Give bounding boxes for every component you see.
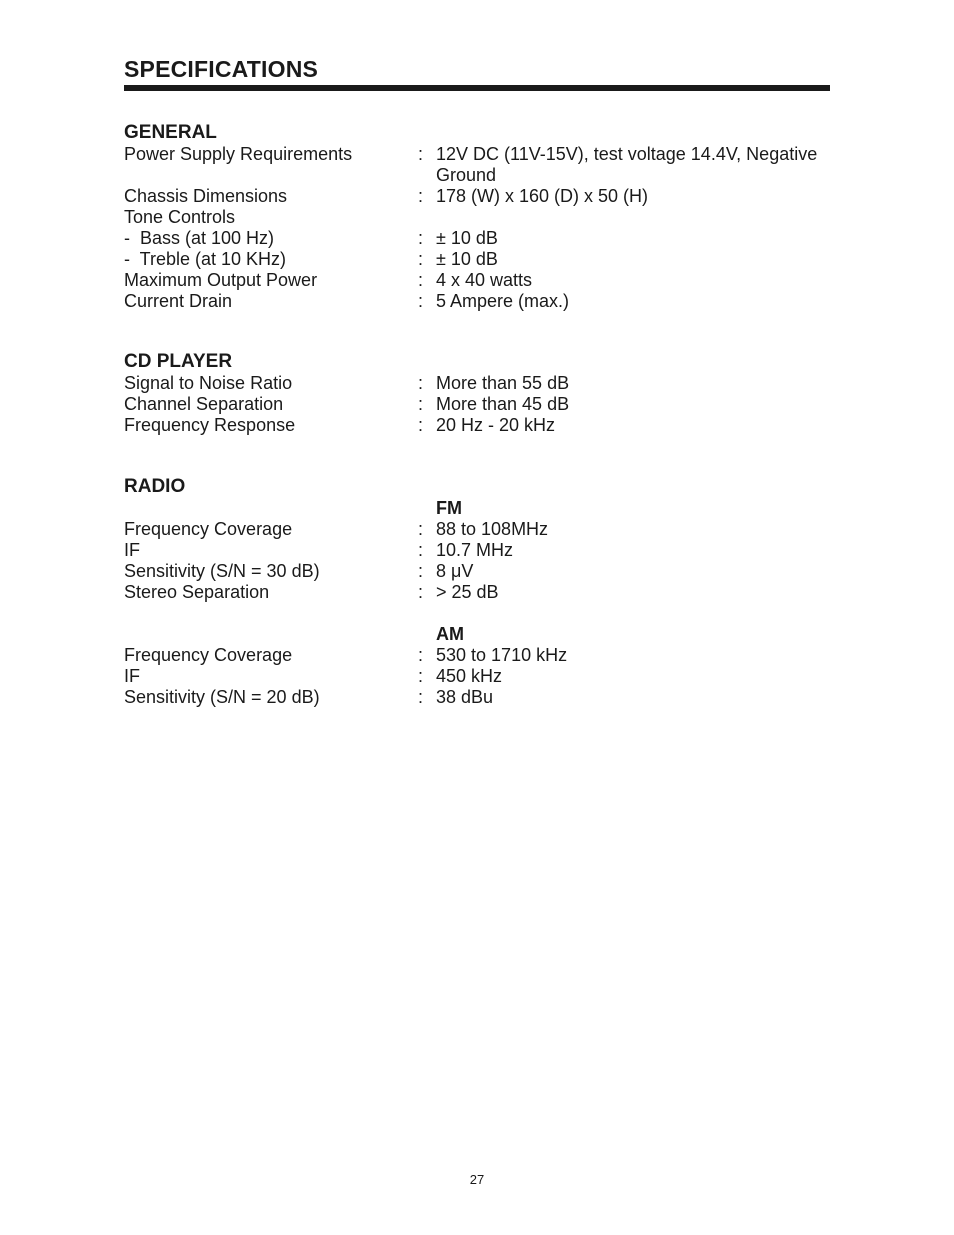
spec-value: 12V DC (11V-15V), test voltage 14.4V, Negative Ground bbox=[436, 144, 818, 185]
cd-player-section bbox=[124, 351, 830, 436]
radio-heading: RADIO bbox=[124, 476, 186, 497]
page-number: 27 bbox=[469, 1172, 485, 1187]
spec-colon: : bbox=[418, 291, 424, 311]
cd-player-heading: CD PLAYER bbox=[124, 351, 233, 372]
spec-row bbox=[124, 415, 830, 436]
fm-heading: FM bbox=[436, 498, 462, 518]
spec-label: Channel Separation bbox=[124, 394, 284, 414]
spec-colon: : bbox=[418, 666, 424, 686]
spec-value: 5 Ampere (max.) bbox=[436, 291, 570, 311]
spec-row bbox=[124, 144, 830, 186]
spec-colon: : bbox=[418, 582, 424, 602]
spec-value: More than 45 dB bbox=[436, 394, 570, 414]
spec-label: Sensitivity (S/N = 30 dB) bbox=[124, 561, 320, 581]
spec-row bbox=[124, 561, 830, 582]
spec-label: Current Drain bbox=[124, 291, 233, 311]
spec-value: 88 to 108MHz bbox=[436, 519, 549, 539]
spec-row bbox=[124, 373, 830, 394]
spec-value: 450 kHz bbox=[436, 666, 503, 686]
page-title: SPECIFICATIONS bbox=[124, 56, 319, 82]
spec-row bbox=[124, 645, 830, 666]
spec-label: IF bbox=[124, 666, 140, 686]
spec-value bbox=[436, 207, 830, 228]
am-heading: AM bbox=[436, 624, 464, 644]
spec-row bbox=[124, 270, 830, 291]
spec-row bbox=[124, 687, 830, 708]
spec-value: ± 10 dB bbox=[436, 249, 498, 269]
spec-label: Sensitivity (S/N = 20 dB) bbox=[124, 687, 320, 707]
spec-label: Maximum Output Power bbox=[124, 270, 318, 290]
spec-value: ± 10 dB bbox=[436, 228, 498, 248]
general-section bbox=[124, 122, 830, 312]
spec-label: Signal to Noise Ratio bbox=[124, 373, 293, 393]
spec-value: 530 to 1710 kHz bbox=[436, 645, 568, 665]
spec-value: 178 (W) x 160 (D) x 50 (H) bbox=[436, 186, 649, 206]
spec-colon: : bbox=[418, 270, 424, 290]
spec-value: 20 Hz - 20 kHz bbox=[436, 415, 556, 435]
spec-colon: : bbox=[418, 249, 424, 269]
am-rows bbox=[124, 645, 830, 708]
spec-row bbox=[124, 207, 830, 228]
spec-label: Chassis Dimensions bbox=[124, 186, 288, 206]
radio-section bbox=[124, 476, 830, 708]
spec-row bbox=[124, 291, 830, 312]
spec-row bbox=[124, 540, 830, 561]
spec-value: 10.7 MHz bbox=[436, 540, 514, 560]
spec-colon: : bbox=[418, 561, 424, 581]
spec-row bbox=[124, 394, 830, 415]
spec-row bbox=[124, 249, 830, 270]
fm-rows bbox=[124, 519, 830, 603]
spec-label: IF bbox=[124, 540, 140, 560]
spec-colon: : bbox=[418, 394, 424, 414]
spec-colon: : bbox=[418, 645, 424, 665]
spec-colon: : bbox=[418, 186, 424, 206]
spacer bbox=[124, 603, 830, 624]
general-rows bbox=[124, 144, 830, 312]
spec-colon: : bbox=[418, 540, 424, 560]
spec-row bbox=[124, 519, 830, 540]
general-heading: GENERAL bbox=[124, 122, 217, 143]
spec-row bbox=[124, 228, 830, 249]
spec-colon: : bbox=[418, 144, 424, 164]
spec-colon: : bbox=[418, 228, 424, 248]
spec-row bbox=[124, 186, 830, 207]
spec-colon bbox=[418, 207, 436, 228]
spec-value: 8 μV bbox=[436, 561, 474, 581]
spec-colon: : bbox=[418, 519, 424, 539]
title-rule bbox=[124, 85, 830, 91]
spec-colon: : bbox=[418, 415, 424, 435]
spec-label: - Treble (at 10 KHz) bbox=[124, 249, 287, 269]
spec-label: Frequency Coverage bbox=[124, 645, 293, 665]
spec-label: Frequency Coverage bbox=[124, 519, 293, 539]
spec-label: Power Supply Requirements bbox=[124, 144, 353, 164]
spec-value: > 25 dB bbox=[436, 582, 499, 602]
spec-label: Tone Controls bbox=[124, 207, 236, 227]
spec-row bbox=[124, 582, 830, 603]
spec-colon: : bbox=[418, 373, 424, 393]
spec-value: 4 x 40 watts bbox=[436, 270, 533, 290]
cd-player-rows bbox=[124, 373, 830, 436]
spec-colon: : bbox=[418, 687, 424, 707]
spec-value: More than 55 dB bbox=[436, 373, 570, 393]
spec-value: 38 dBu bbox=[436, 687, 494, 707]
spec-row bbox=[124, 666, 830, 687]
spec-label: Frequency Response bbox=[124, 415, 296, 435]
spec-label: Stereo Separation bbox=[124, 582, 270, 602]
spec-label: - Bass (at 100 Hz) bbox=[124, 228, 275, 248]
